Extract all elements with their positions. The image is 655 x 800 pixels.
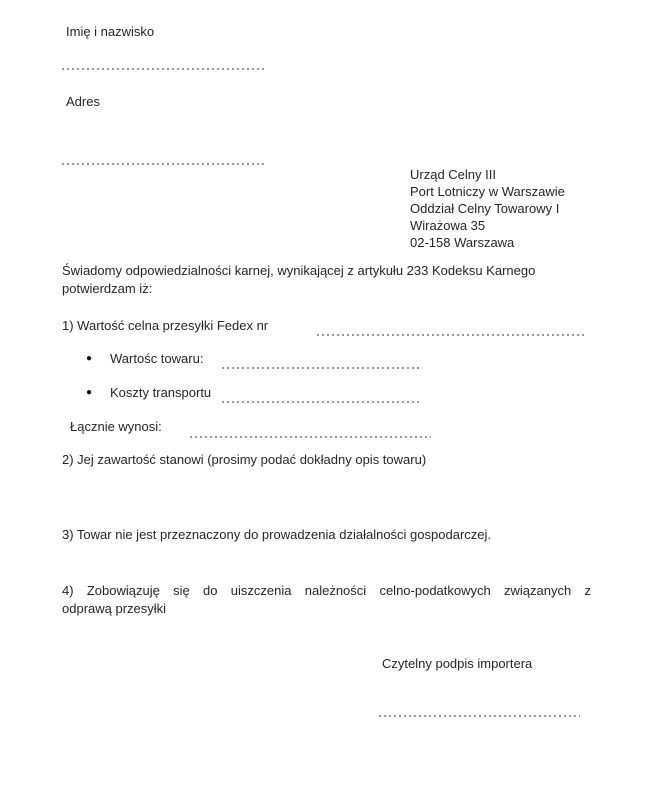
- intro-paragraph: [62, 262, 535, 298]
- recipient-line: Oddział Celny Towarowy I: [410, 201, 560, 216]
- bullet-icon: ●: [86, 387, 93, 398]
- item-2-label: 2) Jej zawartość stanowi (prosimy podać dokładny opis towaru): [62, 452, 427, 467]
- item-4-paragraph: [62, 582, 591, 618]
- recipient-line: Urząd Celny III: [410, 167, 496, 182]
- total-label: Łącznie wynosi:: [70, 419, 162, 434]
- item-1-label: 1) Wartość celna przesyłki Fedex nr: [62, 318, 269, 333]
- transport-costs-field-line: [222, 401, 420, 403]
- signature-field-line: [379, 715, 580, 717]
- name-field-line: [62, 68, 265, 70]
- intro-line: Świadomy odpowiedzialności karnej, wynikającej z artykułu 233 Kodeksu Karnego: [62, 263, 536, 278]
- recipient-line: Wirażowa 35: [410, 218, 486, 233]
- address-label: Adres: [66, 94, 100, 109]
- goods-value-field-line: [222, 367, 420, 369]
- name-label: Imię i nazwisko: [66, 24, 155, 39]
- transport-costs-label: Koszty transportu: [110, 385, 212, 400]
- item-4-line: 4) Zobowiązuję się do uiszczenia należności celno-podatkowych związanych z: [62, 583, 591, 598]
- goods-value-label: Wartośc towaru:: [110, 351, 204, 366]
- recipient-line: 02-158 Warszawa: [410, 235, 515, 250]
- item-4-line: odprawą przesyłki: [62, 601, 167, 616]
- bullet-icon: ●: [86, 353, 93, 364]
- recipient-line: Port Lotniczy w Warszawie: [410, 184, 565, 199]
- signature-label: Czytelny podpis importera: [382, 656, 533, 671]
- fedex-number-field-line: [317, 334, 585, 336]
- total-field-line: [190, 436, 431, 438]
- item-3-label: 3) Towar nie jest przeznaczony do prowadzenia działalności gospodarczej.: [62, 527, 491, 542]
- intro-line: potwierdzam iż:: [62, 281, 153, 296]
- address-field-line: [62, 163, 267, 165]
- recipient-address: [410, 166, 565, 251]
